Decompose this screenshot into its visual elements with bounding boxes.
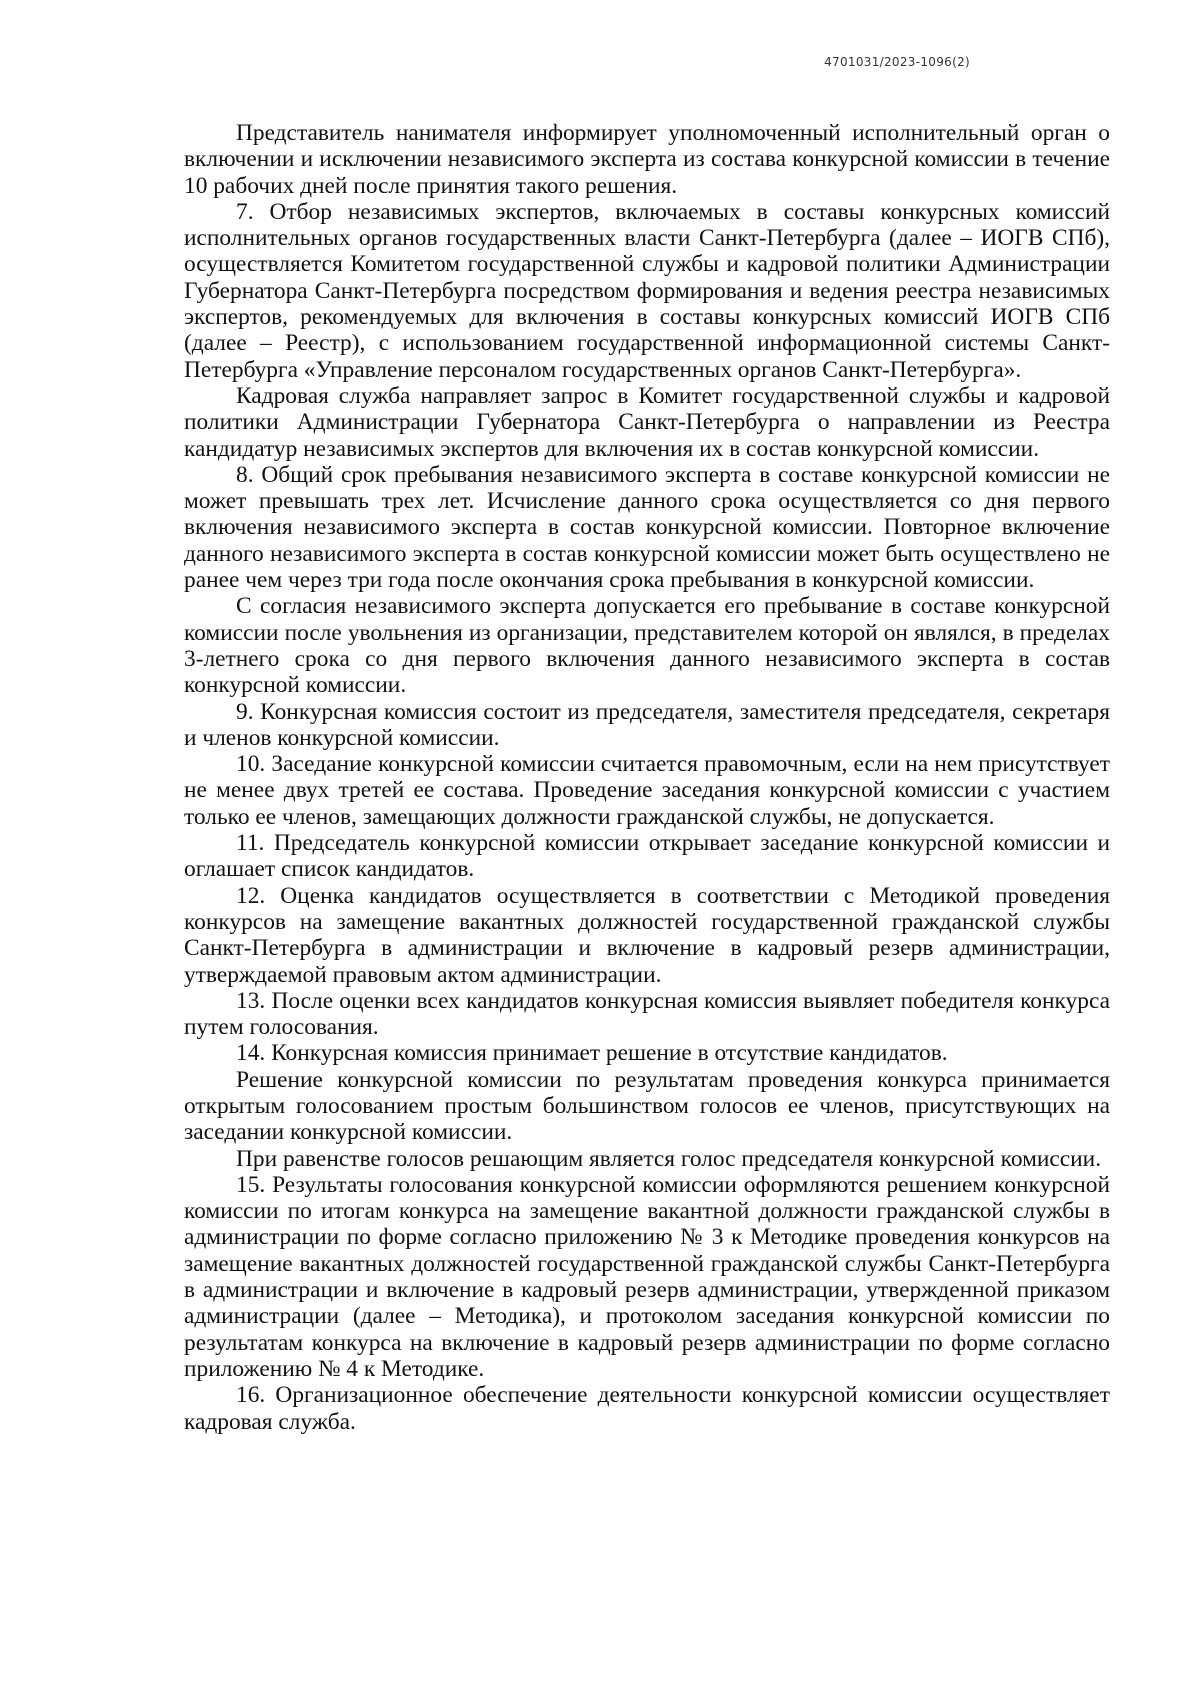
document-body — [184, 120, 1110, 1435]
paragraph: Представитель нанимателя информирует уполномоченный исполнительный орган о включении и исключении независимого эксперта из состава конкурсной комиссии в течение 10 рабочих дней после принятия такого решения. — [184, 120, 1110, 199]
paragraph: Решение конкурсной комиссии по результатам проведения конкурса принимается открытым голосованием простым большинством голосов ее членов, присутствующих на заседании конкурсной комиссии. — [184, 1066, 1110, 1146]
paragraph-item-11: 11. Председатель конкурсной комиссии открывает заседание конкурсной комиссии и оглашает список кандидатов. — [184, 830, 1110, 883]
paragraph: При равенстве голосов решающим является голос председателя конкурсной комиссии. — [236, 1145, 1102, 1172]
document-reference-number: 4701031/2023-1096(2) — [824, 55, 970, 69]
paragraph-item-14: 14. Конкурсная комиссия принимает решение в отсутствие кандидатов. — [236, 1040, 948, 1067]
paragraph: С согласия независимого эксперта допускается его пребывание в составе конкурсной комиссии после увольнения из организации, представителем которой он являлся, в пределах 3-летнего срока со дня первого включения данного независимого эксперта в состав конкурсной комиссии. — [184, 593, 1110, 699]
paragraph: Кадровая служба направляет запрос в Комитет государственной службы и кадровой политики Администрации Губернатора Санкт-Петербурга о направлении из Реестра кандидатур независимых экспертов для включения их в состав конкурсной комиссии. — [184, 382, 1110, 462]
paragraph-item-8: 8. Общий срок пребывания независимого эксперта в составе конкурсной комиссии не может превышать трех лет. Исчисление данного срока осуществляется со дня первого включения независимого эксперта в состав конкурсной комиссии. Повторное включение данного независимого эксперта в состав конкурсной комиссии может быть осуществлено не ранее чем через три года после окончания срока пребывания в конкурсной комиссии. — [184, 461, 1110, 594]
paragraph-item-7: 7. Отбор независимых экспертов, включаемых в составы конкурсных комиссий исполнительных органов государственных власти Санкт-Петербурга (далее – ИОГВ СПб), осуществляется Комитетом государственной службы и кадровой политики Администрации Губернатора Санкт-Петербурга посредством формирования и ведения реестра независимых экспертов, рекомендуемых для включения в составы конкурсных комиссий ИОГВ СПб (далее – Реестр), с использованием государственной информационной системы Санкт-Петербурга «Управление персоналом государственных органов Санкт-Петербурга». — [184, 198, 1110, 383]
paragraph-item-15: 15. Результаты голосования конкурсной комиссии оформляются решением конкурсной комиссии по итогам конкурса на замещение вакантной должности гражданской службы в администрации по форме согласно приложению № 3 к Методике проведения конкурсов на замещение вакантных должностей государственной гражданской службы Санкт-Петербурга в администрации и включение в кадровый резерв администрации, утвержденной приказом администрации (далее – Методика), и протоколом заседания конкурсной комиссии по результатам конкурса на включение в кадровый резерв администрации по форме согласно приложению № 4 к Методике. — [184, 1171, 1110, 1382]
paragraph-item-10: 10. Заседание конкурсной комиссии считается правомочным, если на нем присутствует не менее двух третей ее состава. Проведение заседания конкурсной комиссии с участием только ее членов, замещающих должности гражданской службы, не допускается. — [184, 751, 1110, 830]
paragraph-item-12: 12. Оценка кандидатов осуществляется в соответствии с Методикой проведения конкурсов на замещение вакантных должностей государственной гражданской службы Санкт-Петербурга в администрации и включение в кадровый резерв администрации, утверждаемой правовым актом администрации. — [184, 882, 1110, 988]
paragraph-item-16: 16. Организационное обеспечение деятельности конкурсной комиссии осуществляет кадровая служба. — [184, 1382, 1110, 1435]
paragraph-item-13: 13. После оценки всех кандидатов конкурсная комиссия выявляет победителя конкурса путем голосования. — [184, 987, 1110, 1041]
paragraph-item-9: 9. Конкурсная комиссия состоит из председателя, заместителя председателя, секретаря и членов конкурсной комиссии. — [184, 698, 1110, 751]
